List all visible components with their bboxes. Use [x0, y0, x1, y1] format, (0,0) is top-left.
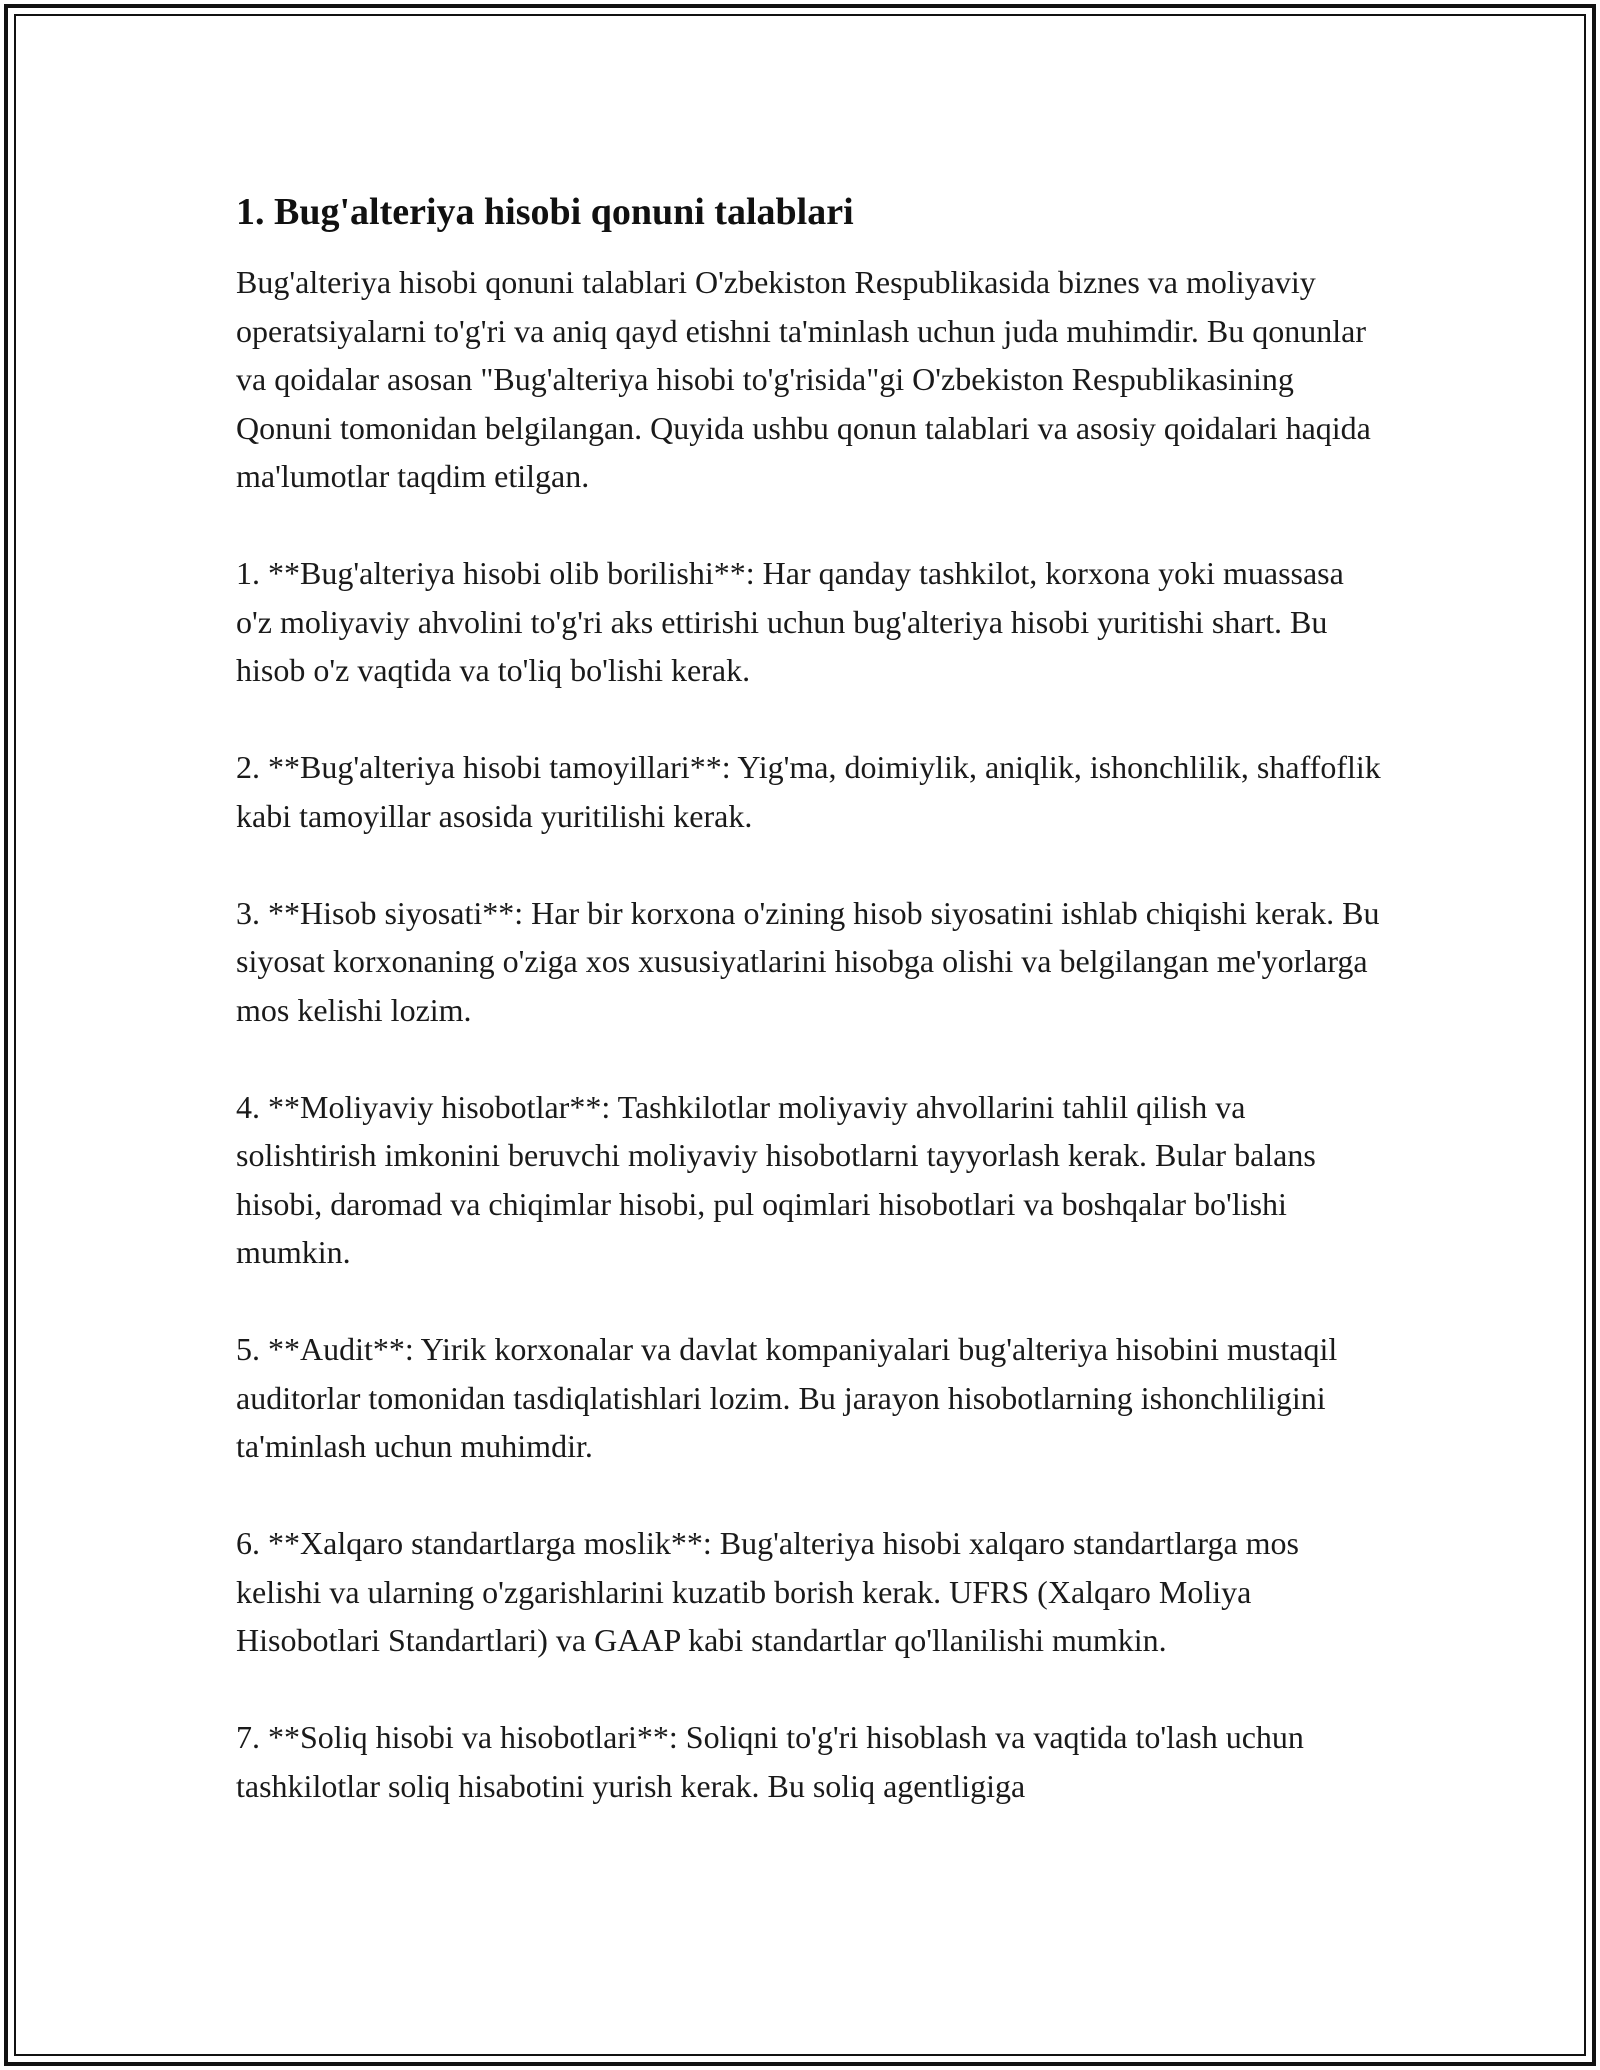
list-item-3: 3. **Hisob siyosati**: Har bir korxona o'zining hisob siyosatini ishlab chiqishi kerak. Bu siyosat korxonaning o'ziga xos xususiyatlarini hisobga olishi va belgilangan me'yorlarga mos kelishi lozim. [236, 894, 1380, 1028]
list-item-1: 1. **Bug'alteriya hisobi olib borilishi**: Har qanday tashkilot, korxona yoki muassasa o'z moliyaviy ahvolini to'g'ri aks ettirishi uchun bug'alteriya hisobi yuritishi shart. Bu hisob o'z vaqtida va to'liq bo'lishi kerak. [236, 555, 1344, 688]
list-item-7: 7. **Soliq hisobi va hisobotlari**: Soliqni to'g'ri hisoblash va vaqtida to'lash uchun tashkilotlar soliq hisabotini yurish kerak. Bu soliq agentligiga [236, 1719, 1304, 1804]
section-heading: 1. Bug'alteriya hisobi qonuni talablari [236, 191, 854, 233]
document-body [236, 186, 1386, 1859]
list-item-6: 6. **Xalqaro standartlarga moslik**: Bug'alteriya hisobi xalqaro standartlarga mos kelishi va ularning o'zgarishlarini kuzatib borish kerak. UFRS (Xalqaro Moliya Hisobotlari Standartlari) va GAAP kabi standartlar qo'llanilishi mumkin. [236, 1525, 1299, 1658]
list-item-5: 5. **Audit**: Yirik korxonalar va davlat kompaniyalari bug'alteriya hisobini mustaqil auditorlar tomonidan tasdiqlatishlari lozim. Bu jarayon hisobotlarning ishonchliligini ta'minlash uchun muhimdir. [236, 1331, 1338, 1464]
list-item-2: 2. **Bug'alteriya hisobi tamoyillari**: Yig'ma, doimiylik, aniqlik, ishonchlilik, shaffoflik kabi tamoyillar asosida yuritilishi kerak. [236, 749, 1381, 834]
intro-paragraph: Bug'alteriya hisobi qonuni talablari O'zbekiston Respublikasida biznes va moliyaviy operatsiyalarni to'g'ri va aniq qayd etishni ta'minlash uchun juda muhimdir. Bu qonunlar va qoidalar asosan "Bug'alteriya hisobi to'g'risida"gi O'zbekiston Respublikasining Qonuni tomonidan belgilangan. Quyida ushbu qonun talablari va asosiy qoidalari haqida ma'lumotlar taqdim etilgan. [236, 264, 1371, 494]
list-item-4: 4. **Moliyaviy hisobotlar**: Tashkilotlar moliyaviy ahvollarini tahlil qilish va solishtirish imkonini beruvchi moliyaviy hisobotlarni tayyorlash kerak. Bular balans hisobi, daromad va chiqimlar hisobi, pul oqimlari hisobotlari va boshqalar bo'lishi mumkin. [236, 1088, 1316, 1270]
